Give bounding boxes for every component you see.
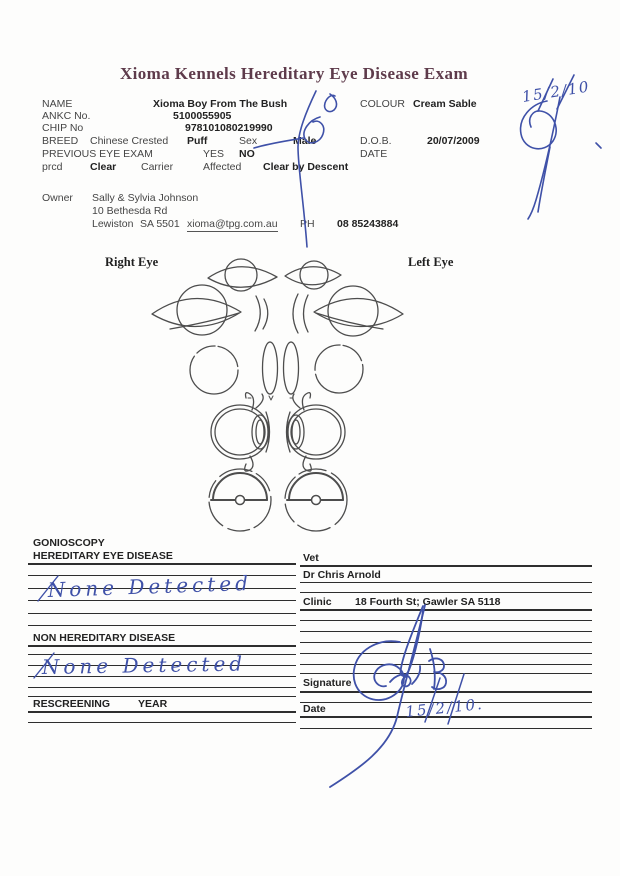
sex-label: Sex [239,135,258,147]
dog-name-value: Xioma Boy From The Bush [153,98,288,110]
rule-line [300,631,592,632]
dob-label: D.O.B. [360,135,392,147]
vet-signature [330,605,446,787]
rule-line [28,625,296,626]
prcd-label: prcd [42,161,63,173]
vet-label: Vet [303,552,319,564]
pen-initials-top-right [521,75,601,219]
rule-line [28,563,296,565]
owner-state-postcode: SA 5501 [140,218,180,230]
colour-label: COLOUR [360,98,405,110]
left-eye-label: Left Eye [408,255,454,269]
rule-line [28,645,296,647]
svg-text:None Detected: None Detected [47,570,253,602]
owner-label: Owner [42,192,73,204]
previous-exam-yes: YES [203,148,225,160]
prcd-clear: Clear [90,161,117,173]
colour-value: Cream Sable [413,98,477,110]
eye-diagram [140,250,480,540]
rule-line [300,609,592,611]
prcd-carrier: Carrier [141,161,174,173]
hereditary-label: HEREDITARY EYE DISEASE [33,550,173,562]
rule-line [300,728,592,729]
breed-label: BREED [42,135,79,147]
owner-email-link[interactable]: xioma@tpg.com.au [187,218,278,230]
phone-label: PH [300,218,315,230]
rule-line [28,613,296,614]
owner-name: Sally & Sylvia Johnson [92,192,199,204]
rule-line [28,575,296,576]
non-hereditary-label: NON HEREDITARY DISEASE [33,632,176,644]
rule-line [300,653,592,654]
chip-label: CHIP No [42,122,84,134]
rule-line [300,691,592,693]
rule-line [28,588,296,589]
rule-line [28,676,296,677]
svg-text:None Detected: None Detected [41,651,247,679]
svg-text:15/2/10.: 15/2/10. [404,694,485,721]
vet-name: Dr Chris Arnold [303,569,381,581]
sex-value: Male [293,135,317,147]
right-eye-label: Right Eye [105,255,159,269]
prcd-clear-by-descent: Clear by Descent [263,161,349,173]
date-label: DATE [360,148,388,160]
ankc-label: ANKC No. [42,110,91,122]
owner-street: 10 Bethesda Rd [92,205,168,217]
rule-line [300,702,592,703]
rule-line [300,582,592,583]
rule-line [300,620,592,621]
rule-line [28,722,296,723]
ankc-value: 5100055905 [173,110,232,122]
rule-line [300,592,592,593]
rule-line [28,600,296,601]
chip-value: 978101080219990 [185,122,273,134]
rule-line [300,716,592,718]
breed-value: Chinese Crested [90,135,169,147]
rule-line [300,664,592,665]
name-label: NAME [42,98,73,110]
variety-value: Puff [187,135,208,147]
phone-value: 08 85243884 [337,218,399,230]
rule-line [28,687,296,688]
page-title: Xioma Kennels Hereditary Eye Disease Exam [119,64,469,83]
previous-exam-label: PREVIOUS EYE EXAM [42,148,153,160]
clinic-label: Clinic [303,596,332,608]
gonioscopy-label: GONIOSCOPY [33,537,105,549]
rule-line [28,696,296,697]
signature-date-label: Date [303,703,326,715]
dob-value: 20/07/2009 [427,135,480,147]
handwritten-exam-date: 15/2/10 [520,77,592,106]
rescreening-label: RESCREENING [33,698,111,710]
signature-label: Signature [303,677,352,689]
year-label: YEAR [138,698,168,710]
clinic-address: 18 Fourth St; Gawler SA 5118 [355,596,501,608]
rule-line [300,673,592,674]
previous-exam-no: NO [239,148,255,160]
owner-suburb: Lewiston [92,218,134,230]
rule-line [28,711,296,713]
rule-line [300,642,592,643]
rule-line [300,565,592,567]
rule-line [28,654,296,655]
prcd-affected: Affected [203,161,242,173]
rule-line [28,665,296,666]
